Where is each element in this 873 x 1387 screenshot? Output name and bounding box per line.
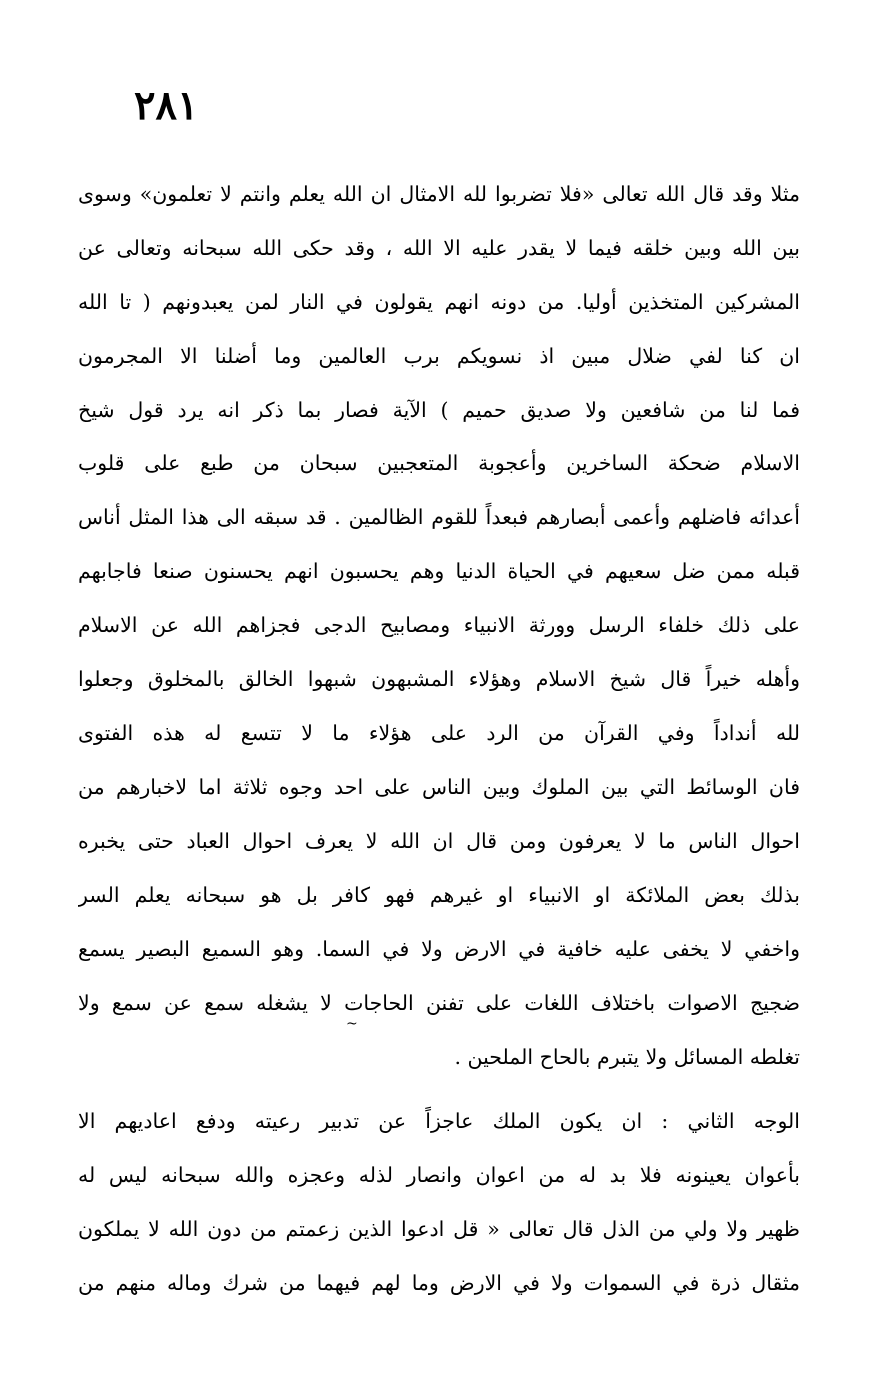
text-line: احوال الناس ما لا يعرفون ومن قال ان الله لا يعرف احوال العباد حتى يخبره [78, 829, 800, 853]
text-line: تغلطه المسائل ولا يتبرم بالحاح الملحين . [454, 1045, 800, 1069]
text-line: ظهير ولا ولي من الذل قال تعالى « قل ادعوا الذين زعمتم من دون الله لا يملكون [78, 1217, 800, 1241]
text-line: أعدائه فاضلهم وأعمى أبصارهم فبعداً للقوم الظالمين . قد سبقه الى هذا المثل أناس [78, 505, 800, 529]
text-line: الاسلام ضحكة الساخرين وأعجوبة المتعجبين سبحان من طبع على قلوب [78, 451, 800, 475]
text-line: ضجيج الاصوات باختلاف اللغات على تفنن الحاجات لا يشغله سمع عن سمع ولا [78, 991, 800, 1015]
text-line: ان كنا لفي ضلال مبين اذ نسويكم برب العالمين وما أضلنا الا المجرمون [78, 344, 800, 368]
text-line: على ذلك خلفاء الرسل وورثة الانبياء ومصابيح الدجى فجزاهم الله عن الاسلام [78, 613, 800, 637]
section-ornament: ~ [346, 1016, 358, 1032]
text-line: مثقال ذرة في السموات ولا في الارض وما لهم فيهما من شرك وماله منهم من [78, 1271, 800, 1295]
text-line: بذلك بعض الملائكة او الانبياء او غيرهم فهو كافر بل هو سبحانه يعلم السر [78, 883, 800, 907]
page-number: ٢٨١ [134, 82, 199, 129]
text-line: فما لنا من شافعين ولا صديق حميم ) الآية فصار بما ذكر انه يرد قول شيخ [78, 398, 800, 422]
text-line: لله أنداداً وفي القرآن من الرد على هؤلاء ما لا تتسع له هذه الفتوى [78, 721, 800, 745]
text-line: مثلا وقد قال الله تعالى «فلا تضربوا لله الامثال ان الله يعلم وانتم لا تعلمون» وسوى [78, 182, 800, 206]
text-line: الوجه الثاني : ان يكون الملك عاجزاً عن تدبير رعيته ودفع اعاديهم الا [78, 1109, 800, 1133]
text-line: قبله ممن ضل سعيهم في الحياة الدنيا وهم يحسبون انهم يحسنون صنعا فاجابهم [78, 559, 800, 583]
text-line: واخفي لا يخفى عليه خافية في الارض ولا في السما. وهو السميع البصير يسمع [78, 937, 800, 961]
text-line: بأعوان يعينونه فلا بد له من اعوان وانصار لذله وعجزه والله سبحانه ليس له [78, 1163, 800, 1187]
text-line: وأهله خيراً قال شيخ الاسلام وهؤلاء المشبهون شبهوا الخالق بالمخلوق وجعلوا [78, 667, 800, 691]
text-line: بين الله وبين خلقه فيما لا يقدر عليه الا الله ، وقد حكى الله سبحانه وتعالى عن [78, 236, 800, 260]
text-line: المشركين المتخذين أوليا. من دونه انهم يقولون في النار لمن يعبدونهم ( تا الله [78, 290, 800, 314]
text-line: فان الوسائط التي بين الملوك وبين الناس على احد وجوه ثلاثة اما لاخبارهم من [78, 775, 800, 799]
